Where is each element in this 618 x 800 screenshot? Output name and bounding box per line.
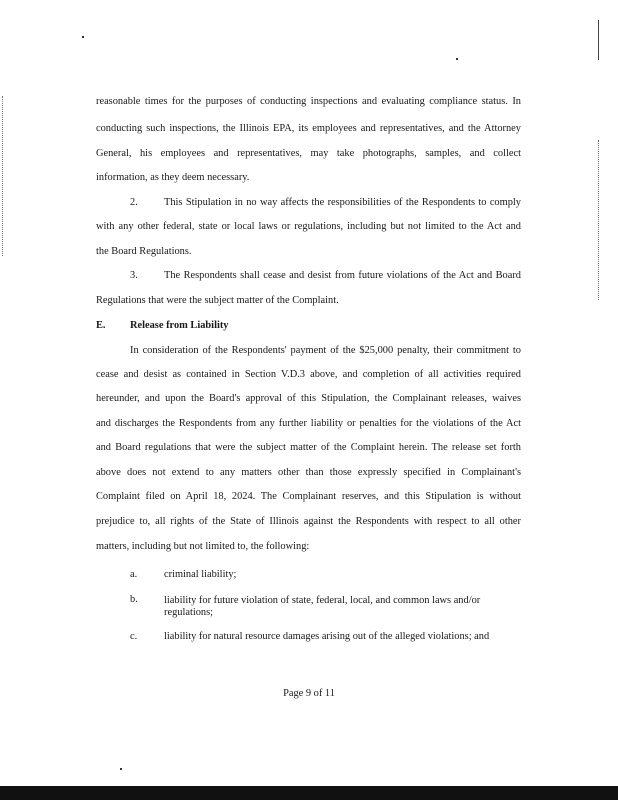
item-number: 3.	[130, 270, 138, 281]
list-letter: a.	[130, 569, 138, 580]
body-line: matters, including but not limited to, the following:	[96, 541, 310, 552]
body-line: hereunder, and upon the Board's approval of this Stipulation, the Complainant releases, waives	[96, 393, 521, 404]
list-letter: c.	[130, 631, 138, 642]
item-number: 2.	[130, 197, 138, 208]
body-line: reasonable times for the purposes of conducting inspections and evaluating compliance status. In	[96, 96, 521, 107]
body-line: information, as they deem necessary.	[96, 172, 250, 183]
page-number: Page 9 of 11	[283, 688, 335, 699]
scan-edge-right	[598, 20, 599, 60]
body-line: and Board regulations that were the subject matter of the Complaint herein. The release set forth	[96, 442, 521, 453]
section-heading: Release from Liability	[130, 320, 229, 331]
scan-speck	[456, 58, 458, 60]
body-line: Complaint filed on April 18, 2024. The Complainant reserves, and this Stipulation is without	[96, 491, 521, 502]
scan-speck	[82, 36, 84, 38]
body-line: cease and desist as contained in Section V.D.3 above, and completion of all activities required	[96, 369, 521, 380]
body-line: The Respondents shall cease and desist from future violations of the Act and Board	[164, 270, 521, 281]
body-line: and discharges the Respondents from any further liability or penalties for the violations of the Act	[96, 418, 521, 429]
body-line: conducting such inspections, the Illinois EPA, its employees and representatives, and the Attorney	[96, 123, 521, 134]
list-letter: b.	[130, 594, 138, 605]
body-line: Regulations that were the subject matter of the Complaint.	[96, 295, 339, 306]
scan-border-bar	[0, 786, 618, 800]
body-line: General, his employees and representatives, may take photographs, samples, and collect	[96, 148, 521, 159]
body-line: with any other federal, state or local laws or regulations, including but not limited to the Act and	[96, 221, 521, 232]
list-item-text: liability for natural resource damages arising out of the alleged violations; and	[164, 631, 490, 642]
list-item-text: liability for future violation of state, federal, local, and common laws and/or regulations;	[164, 595, 481, 618]
scan-speck	[120, 768, 122, 770]
body-line: prejudice to, all rights of the State of Illinois against the Respondents with respect to all other	[96, 516, 521, 527]
body-line: In consideration of the Respondents' payment of the $25,000 penalty, their commitment to	[130, 345, 521, 356]
list-item-text: criminal liability;	[164, 569, 237, 580]
body-line: the Board Regulations.	[96, 246, 192, 257]
scan-edge-left	[2, 96, 3, 256]
scan-edge-right-lower	[598, 140, 599, 300]
section-letter: E.	[96, 320, 106, 331]
body-line: This Stipulation in no way affects the responsibilities of the Respondents to comply	[164, 197, 521, 208]
body-line: above does not extend to any matters other than those expressly specified in Complainant's	[96, 467, 521, 478]
